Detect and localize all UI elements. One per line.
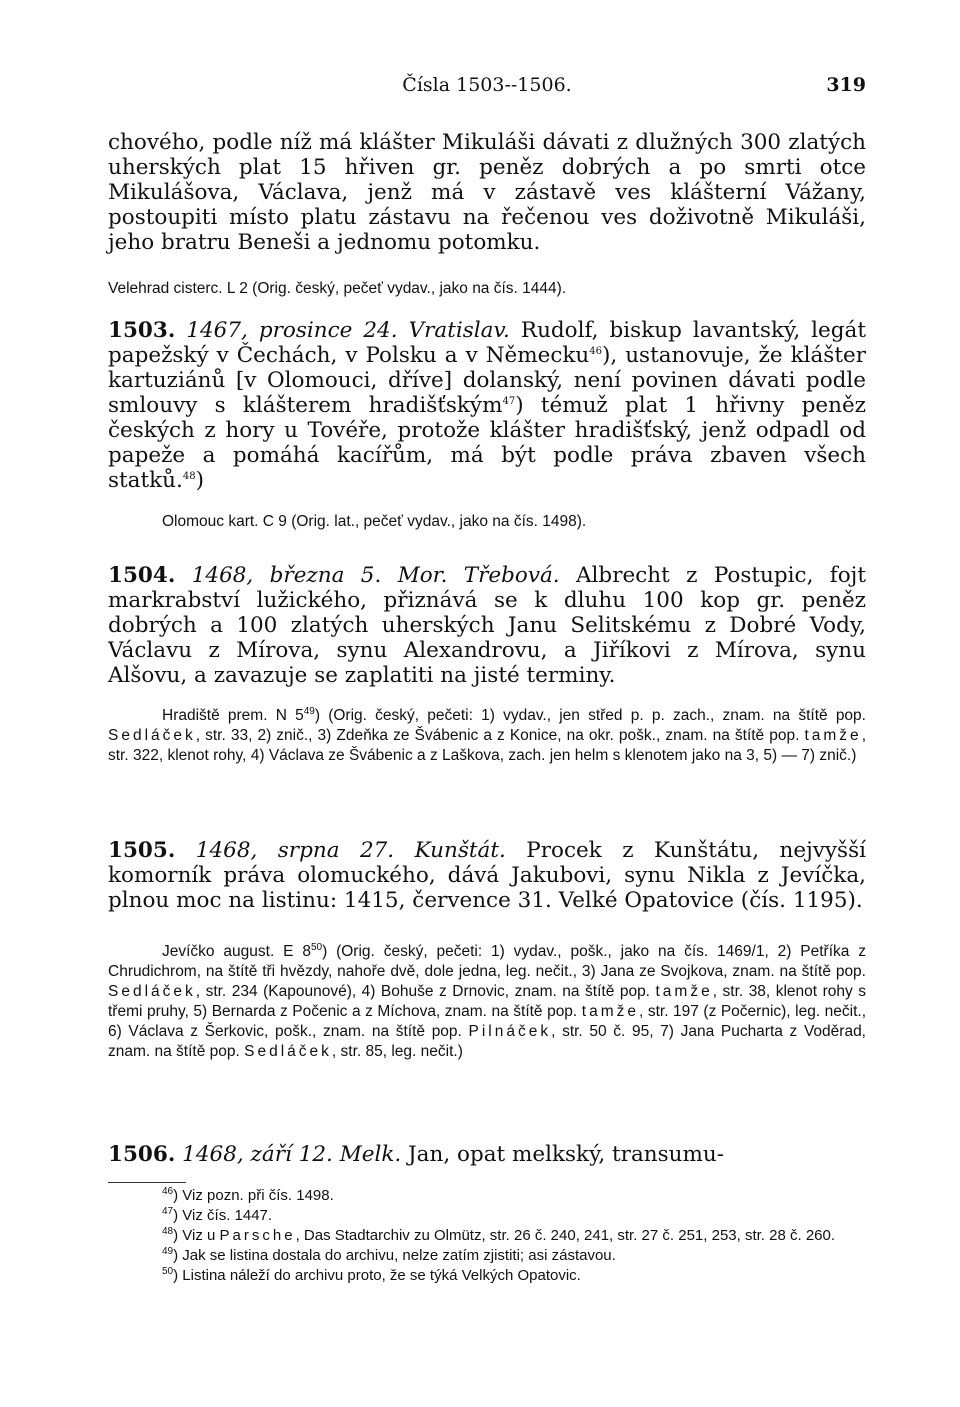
- footnote-ref: 48: [182, 470, 196, 482]
- footnote-divider: [108, 1182, 186, 1183]
- entry-1503-source: Olomouc kart. C 9 (Orig. lat., pečeť vydav., jako na čís. 1498).: [162, 513, 587, 530]
- entry-date: 1468, září 12. Melk.: [182, 1142, 402, 1167]
- entry-text: Albrecht z Postupic, fojt markrabství lužického, přiznává se k dluhu 100 kop gr. peněz dobrých a 100 zlatých uherských Janu Selitskému z Dobré Vody, Václavu z Mírova, synu Alexandrovu, a Jiříkovi z Mírova, synu Alšovu, a zavazuje se zaplatiti na jisté terminy.: [108, 563, 866, 688]
- running-title: Čísla 1503--1506.: [402, 74, 572, 96]
- footnote-ref: 49: [303, 705, 315, 717]
- intro-paragraph: [108, 130, 866, 255]
- footnote-46: $^{46}$) Viz pozn. při čís. 1498.: [162, 1186, 334, 1204]
- entry-number: 1506.: [108, 1142, 176, 1167]
- footnote-50: $^{50}$) Listina náleží do archivu proto, že se týká Velkých Opatovic.: [162, 1266, 581, 1284]
- entry-text: Rudolf, biskup lavantský, legát papežský v Čechách, v Polsku a v Německu: [108, 318, 866, 368]
- entry-text: Jan, opat melkský, transumu-: [408, 1142, 724, 1167]
- entry-number: 1504.: [108, 563, 176, 588]
- entry-1505: [108, 838, 866, 913]
- entry-date: 1468, srpna 27. Kunštát.: [195, 838, 506, 863]
- entry-text: Procek z Kunštátu, nejvyšší komorník práva olomuckého, dává Jakubovi, synu Nikla z Jevíčka, plnou moc na listinu: 1415, července 31. Velké Opatovice (čís. 1195).: [108, 838, 866, 913]
- footnote-ref: 47: [502, 395, 516, 407]
- running-header: [108, 70, 866, 100]
- intro-source: Velehrad cisterc. L 2 (Orig. český, pečeť vydav., jako na čís. 1444).: [108, 280, 567, 297]
- footnote-ref: 50: [310, 941, 323, 953]
- entry-1504-source: Hradiště prem. N $5^{49}$) (Orig. český, pečeti: 1) vydav., jen střed p. p. zach., znam. na štítě pop. Sedláček, str. 33, 2) znič., 3) Zdeňka ze Švábenic a z Konice, na okr. pošk., znam. na štítě pop. tamže, str. 322, klenot rohy, 4) Václava ze Švábenic a z Laškova, zach. jen helm s klenotem jako na 3, 5) — 7) znič.): [108, 705, 866, 764]
- footnote-48: $^{48}$) Viz u Parsche, Das Stadtarchiv zu Olmütz, str. 26 č. 240, 241, str. 27 č. 251, 253, str. 28 č. 260.: [162, 1226, 836, 1244]
- entry-1505-source: Jevíčko august. E $8^{50}$) (Orig. český, pečeti: 1) vydav., pošk., jako na čís. 1469/1, 2) Petříka z Chrudichrom, na štítě tři hvězdy, nahoře dvě, dole jedna, leg. nečit., 3) Jana ze Svojkova, znam. na štítě pop. Sedláček, str. 234 (Kapounové), 4) Bohuše z Drnovic, znam. na štítě pop. tamže, str. 38, klenot rohy s třemi pruhy, 5) Bernarda z Počenic a z Míchova, znam. na štítě pop. tamže, str. 197 (z Počernic), leg. nečit., 6) Václava z Šerkovic, pošk., znam. na štítě pop. Pilnáček, str. 50 č. 95, 7) Jana Pucharta z Voděrad, znam. na štítě pop. Sedláček, str. 85, leg. nečit.): [108, 941, 866, 1060]
- entry-1506: [108, 1142, 866, 1167]
- entry-1503: 1503. 1467, prosince 24. Vratislav. Rudolf, biskup lavantský, legát papežský v Čechách, v Polsku a v Německu$^{46}$), ustanovuje, že klášter kartuziánů [v Olomouci, dříve] dolanský, není povinen dávati podle smlouvy s klášterem hradišťským$^{47}$) témuž plat 1 hřivny peněz českých z hory u Tovéře, protože klášter hradišťský, jenž odpadl od papeže a pomáhá kacířům, má být podle práva zbaven všech statků.$^{48}$): [108, 318, 866, 493]
- entry-number: 1503.: [108, 318, 176, 343]
- entry-date: 1467, prosince 24. Vratislav.: [186, 318, 510, 343]
- footnotes: [108, 1186, 866, 1286]
- footnote-ref: 46: [589, 345, 602, 357]
- entry-number: 1505.: [108, 838, 176, 863]
- footnote-47: $^{47}$) Viz čís. 1447.: [162, 1206, 273, 1224]
- footnote-49: $^{49}$) Jak se listina dostala do archivu, nelze zatím zjistiti; asi zástavou.: [162, 1246, 616, 1264]
- intro-text: chového, podle níž má klášter Mikuláši dávati z dlužných 300 zlatých uherských plat 15 hřiven gr. peněz dobrých a po smrti otce Mikulášova, Václava, jenž má v zástavě ves klášterní Vážany, postoupiti místo platu zástavu na řečenou ves doživotně Mikuláši, jeho bratru Beneši a jednomu potomku.: [108, 130, 866, 255]
- entry-date: 1468, března 5. Mor. Třebová.: [191, 563, 560, 588]
- page-number: 319: [826, 74, 866, 96]
- entry-1504: [108, 563, 866, 688]
